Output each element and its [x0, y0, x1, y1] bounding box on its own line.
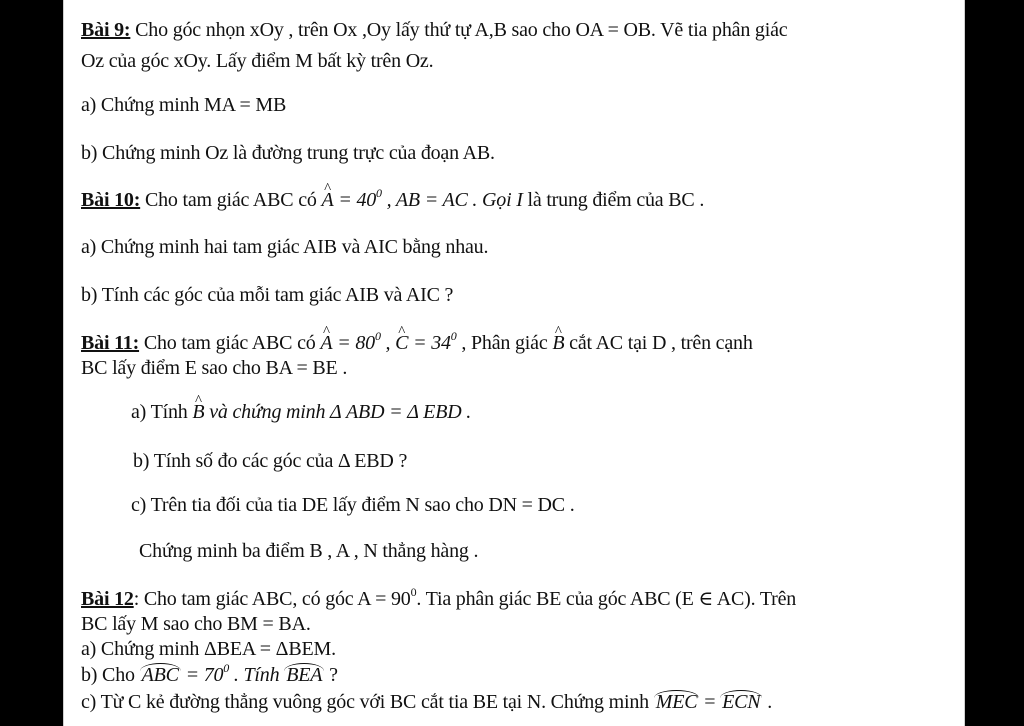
exercise-11-part-c-proof: Chứng minh ba điểm B , A , N thẳng hàng .: [139, 540, 479, 562]
exercise-11-part-b: b) Tính số đo các góc của Δ EBD ?: [133, 450, 408, 472]
exercise-12-part-a: a) Chứng minh ΔBEA = ΔBEM.: [81, 638, 336, 660]
exercise-11-part-c: c) Trên tia đối của tia DE lấy điểm N sao cho DN = DC .: [131, 494, 575, 516]
exercise-10-part-b: b) Tính các góc của mỗi tam giác AIB và AIC ?: [81, 284, 454, 306]
exercise-12-heading: Bài 12: [81, 588, 134, 610]
exercise-11-line-2: BC lấy điểm E sao cho BA = BE .: [81, 357, 348, 379]
exercise-12-part-c: c) Từ C kẻ đường thẳng vuông góc với BC cắt tia BE tại N. Chứng minh MEC = ECN .: [81, 691, 772, 713]
exercise-9-heading: Bài 9:: [81, 19, 131, 41]
document-page: [63, 0, 965, 726]
exercise-12-line-1: Bài 12: Cho tam giác ABC, có góc $A = 90^0$. Tia phân giác BE của góc ABC (E ∈ AC). Trên: [81, 585, 797, 610]
exercise-11-part-a: a) Tính ^ B và chứng minh Δ ABD = Δ EBD .: [131, 400, 471, 424]
exercise-10-heading: Bài 10:: [81, 189, 141, 211]
exercise-11-heading: Bài 11:: [81, 332, 140, 354]
exercise-9-line-2: Oz của góc xOy. Lấy điểm M bất kỳ trên Oz.: [81, 50, 434, 72]
exercise-12-line-2: BC lấy M sao cho BM = BA.: [81, 613, 311, 635]
exercise-10-line-1: Bài 10: Cho tam giác ABC có ^ $A = 40^0$ , AB = AC . Gọi I là trung điểm của BC .: [81, 188, 704, 212]
exercise-9-part-a: a) Chứng minh MA = MB: [81, 94, 287, 116]
exercise-9-line-1: Bài 9: Cho góc nhọn xOy , trên Ox ,Oy lấy thứ tự A,B sao cho OA = OB. Vẽ tia phân giác: [81, 19, 788, 41]
exercise-10-part-a: a) Chứng minh hai tam giác AIB và AIC bằng nhau.: [81, 236, 489, 258]
exercise-11-line-1: Bài 11: Cho tam giác ABC có ^ $A = 80^0$ , ^ $C = 34^0$ , Phân giác ^ B cắt AC tại D , trên cạnh: [81, 331, 753, 355]
exercise-12-part-b: b) Cho ABC = $70^0$ . Tính BEA ?: [81, 661, 338, 686]
exercise-9-part-b: b) Chứng minh Oz là đường trung trực của đoạn AB.: [81, 142, 495, 164]
